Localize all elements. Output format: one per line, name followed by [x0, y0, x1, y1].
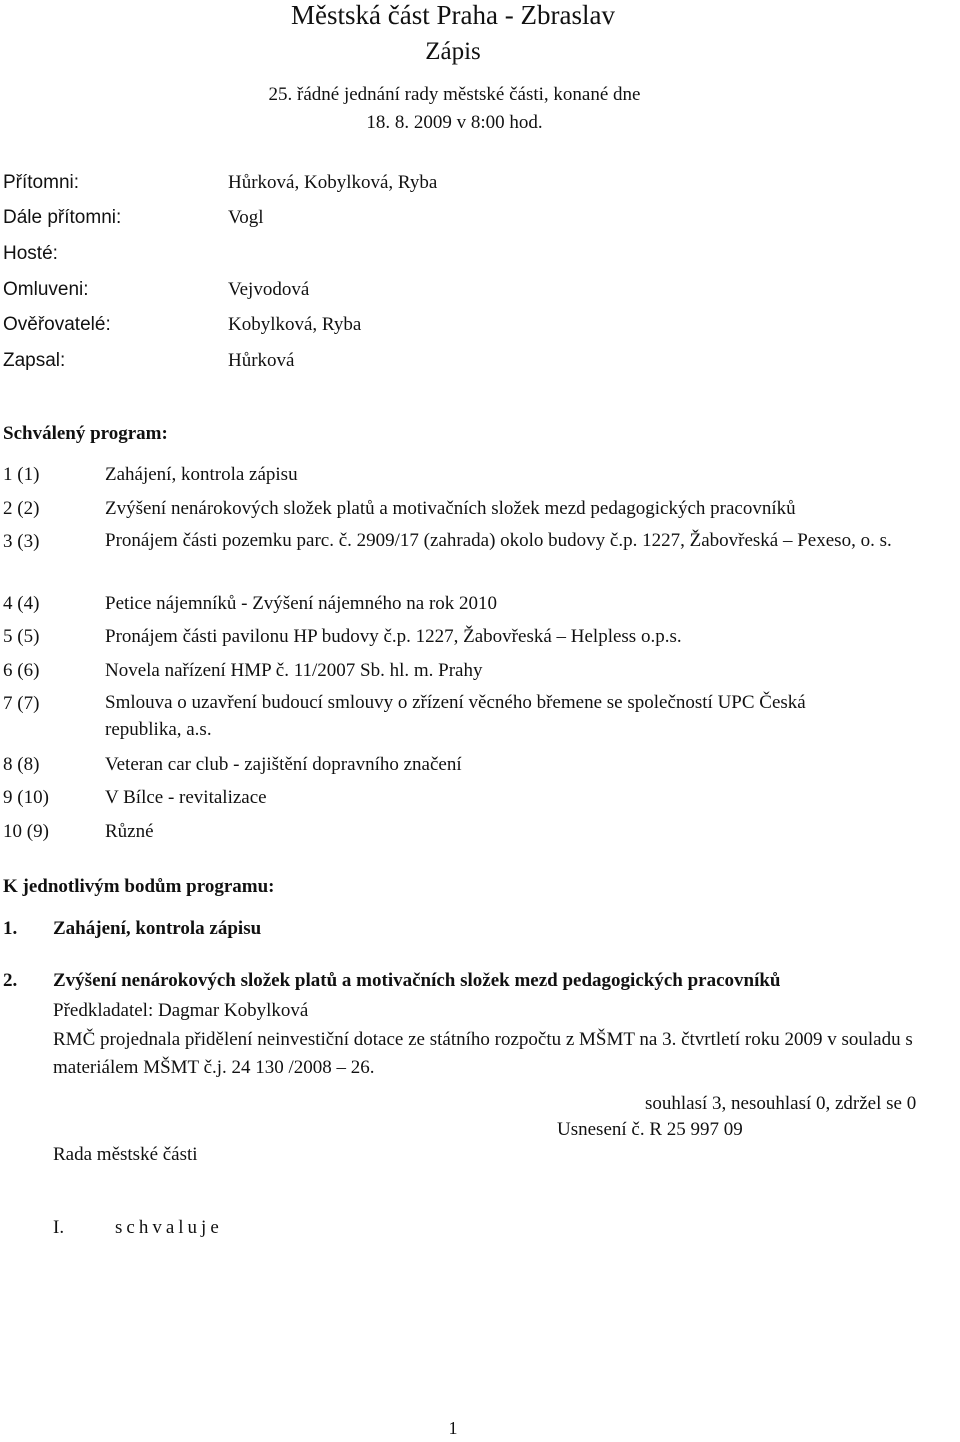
program-item-number: 2 (2) — [3, 498, 40, 519]
program-item-number: 4 (4) — [3, 593, 40, 614]
decision-verb: schvaluje — [115, 1217, 223, 1238]
program-item-text: Smlouva o uzavření budoucí smlouvy o zřízení věcného břemene se společností UPC Česká republika, a.s. — [105, 692, 806, 740]
program-item-text: Pronájem části pavilonu HP budovy č.p. 1227, Žabovřeská – Helpless o.p.s. — [105, 626, 682, 647]
point-2-vote: souhlasí 3, nesouhlasí 0, zdržel se 0 — [645, 1093, 917, 1114]
point-2-presenter: Předkladatel: Dagmar Kobylková — [53, 1000, 309, 1021]
document-title: Městská část Praha - Zbraslav — [291, 0, 615, 30]
program-heading: Schválený program: — [3, 423, 168, 444]
program-item-text: Petice nájemníků - Zvýšení nájemného na rok 2010 — [105, 593, 498, 614]
program-item-text: Zvýšení nenárokových složek platů a motivačních složek mezd pedagogických pracovníků — [105, 498, 796, 519]
program-item-text: Různé — [105, 821, 154, 842]
attendance-value-verifiers: Kobylková, Ryba — [228, 314, 362, 335]
point-2-resolution: Usnesení č. R 25 997 09 — [557, 1119, 743, 1140]
program-item-number: 5 (5) — [3, 626, 40, 647]
council-label: Rada městské části — [53, 1144, 198, 1165]
meeting-line-1: 25. řádné jednání rady městské části, konané dne — [268, 84, 641, 105]
attendance-value-also-present: Vogl — [228, 207, 264, 228]
program-item-text: Zahájení, kontrola zápisu — [105, 464, 298, 485]
point-2-number: 2. — [3, 970, 18, 991]
document-subtitle: Zápis — [425, 38, 481, 65]
attendance-value-excused: Vejvodová — [228, 279, 310, 300]
decision-number: I. — [53, 1217, 65, 1238]
program-item-number: 7 (7) — [3, 693, 40, 714]
attendance-value-recorder: Hůrková — [228, 350, 295, 371]
program-item-text: V Bílce - revitalizace — [105, 787, 267, 808]
program-item-text: Pronájem části pozemku parc. č. 2909/17 (zahrada) okolo budovy č.p. 1227, Žabovřeská – Pexeso, o. s. — [105, 530, 892, 551]
meeting-info — [237, 81, 672, 137]
attendance-label-recorder: Zapsal: — [3, 350, 66, 371]
attendance-label-guests: Hosté: — [3, 243, 58, 264]
attendance-label-verifiers: Ověřovatelé: — [3, 314, 111, 335]
program-item-number: 9 (10) — [3, 787, 49, 808]
attendance-label-present: Přítomni: — [3, 172, 80, 193]
program-item-text: Novela nařízení HMP č. 11/2007 Sb. hl. m. Prahy — [105, 660, 483, 681]
point-2-text: RMČ projednala přidělení neinvestiční dotace ze státního rozpočtu z MŠMT na 3. čtvrtletí roku 2009 v souladu s materiálem MŠMT č.j. 24 130 /2008 – 26. — [53, 1029, 913, 1078]
point-1-title: Zahájení, kontrola zápisu — [53, 918, 262, 939]
page-number: 1 — [448, 1418, 458, 1438]
point-2-title: Zvýšení nenárokových složek platů a motivačních složek mezd pedagogických pracovníků — [53, 970, 781, 991]
program-item-number: 10 (9) — [3, 821, 49, 842]
program-item-number: 3 (3) — [3, 531, 40, 552]
attendance-value-present: Hůrková, Kobylková, Ryba — [228, 172, 438, 193]
point-1-number: 1. — [3, 918, 18, 939]
program-item-text: Veteran car club - zajištění dopravního značení — [105, 754, 462, 775]
points-heading: K jednotlivým bodům programu: — [3, 876, 275, 897]
program-item-number: 8 (8) — [3, 754, 40, 775]
program-item-number: 1 (1) — [3, 464, 40, 485]
attendance-label-also-present: Dále přítomni: — [3, 207, 122, 228]
meeting-line-2: 18. 8. 2009 v 8:00 hod. — [366, 112, 543, 133]
attendance-label-excused: Omluveni: — [3, 279, 89, 300]
program-item-number: 6 (6) — [3, 660, 40, 681]
